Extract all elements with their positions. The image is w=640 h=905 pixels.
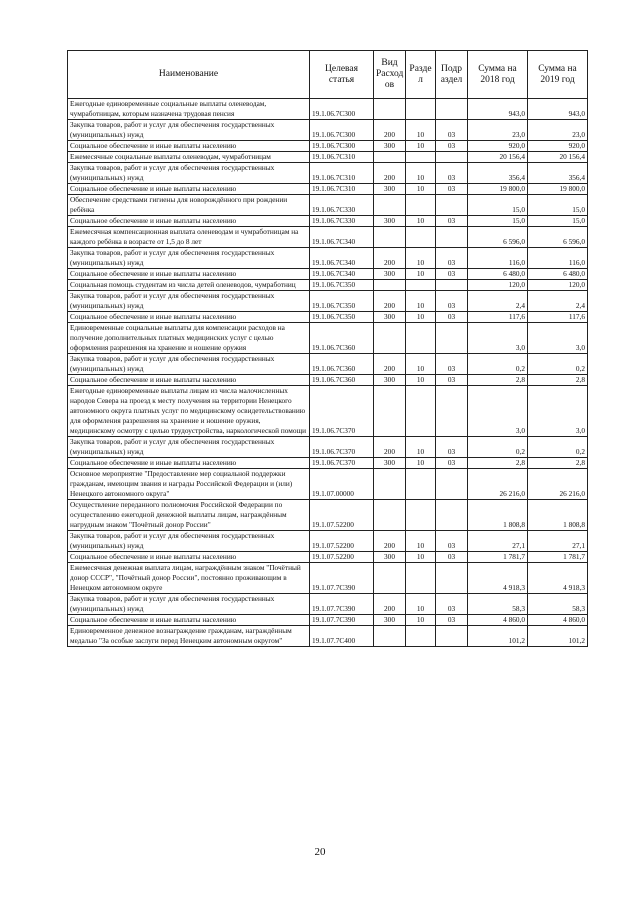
cell-sum-2018: 15,0 <box>468 195 528 216</box>
cell-vid: 300 <box>374 312 406 323</box>
cell-sum-2018: 19 800,0 <box>468 184 528 195</box>
cell-sum-2018: 3,0 <box>468 323 528 354</box>
cell-name: Ежегодные единовременные выплаты лицам из числа малочисленных народов Севера на проезд к месту получения на территории Ненецкого автономного округа платных услуг по медицинскому освидетельствованию для оформления разрешения на хранение и ношение оружия, медицинскому осмотру с целью трудоустройства, наркологической помощи <box>68 386 310 437</box>
cell-sum-2018: 58,3 <box>468 594 528 615</box>
cell-sum-2018: 2,4 <box>468 291 528 312</box>
cell-sum-2019: 20 156,4 <box>528 152 588 163</box>
cell-vid: 300 <box>374 141 406 152</box>
cell-sum-2019: 117,6 <box>528 312 588 323</box>
cell-podrazdel: 03 <box>436 141 468 152</box>
cell-razdel: 10 <box>406 594 436 615</box>
cell-razdel: 10 <box>406 437 436 458</box>
cell-razdel: 10 <box>406 184 436 195</box>
cell-vid <box>374 563 406 594</box>
cell-name: Осуществление переданного полномочия Российской Федерации по осуществлению ежегодной денежной выплаты лицам, награждённым нагрудным знаком "Почётный донор России" <box>68 500 310 531</box>
cell-code: 19.1.06.7С310 <box>310 184 374 195</box>
cell-vid: 200 <box>374 594 406 615</box>
table-row <box>68 458 588 469</box>
cell-sum-2019: 23,0 <box>528 120 588 141</box>
cell-razdel <box>406 195 436 216</box>
cell-sum-2019: 3,0 <box>528 323 588 354</box>
cell-sum-2018: 0,2 <box>468 354 528 375</box>
cell-sum-2019: 356,4 <box>528 163 588 184</box>
cell-name: Закупка товаров, работ и услуг для обеспечения государственных (муниципальных) нужд <box>68 594 310 615</box>
cell-razdel <box>406 323 436 354</box>
table-row <box>68 386 588 437</box>
cell-name: Закупка товаров, работ и услуг для обеспечения государственных (муниципальных) нужд <box>68 163 310 184</box>
cell-podrazdel <box>436 626 468 647</box>
cell-vid <box>374 99 406 120</box>
header-podrazdel: Подр аздел <box>436 51 468 99</box>
cell-name: Социальное обеспечение и иные выплаты населению <box>68 141 310 152</box>
cell-code: 19.1.06.7С350 <box>310 312 374 323</box>
cell-name: Социальное обеспечение и иные выплаты населению <box>68 184 310 195</box>
cell-vid: 200 <box>374 248 406 269</box>
table-row <box>68 469 588 500</box>
cell-vid: 300 <box>374 269 406 280</box>
table-row <box>68 375 588 386</box>
header-razdel: Разде л <box>406 51 436 99</box>
header-sum-2018: Сумма на 2018 год <box>468 51 528 99</box>
cell-sum-2019: 4 860,0 <box>528 615 588 626</box>
cell-vid: 300 <box>374 458 406 469</box>
cell-razdel <box>406 227 436 248</box>
header-code: Целевая статья <box>310 51 374 99</box>
cell-vid <box>374 195 406 216</box>
cell-sum-2018: 943,0 <box>468 99 528 120</box>
cell-podrazdel <box>436 99 468 120</box>
cell-sum-2018: 20 156,4 <box>468 152 528 163</box>
cell-code: 19.1.06.7С350 <box>310 291 374 312</box>
cell-sum-2019: 0,2 <box>528 437 588 458</box>
cell-podrazdel: 03 <box>436 248 468 269</box>
cell-vid <box>374 386 406 437</box>
table-row <box>68 626 588 647</box>
cell-vid <box>374 152 406 163</box>
cell-code: 19.1.06.7С370 <box>310 437 374 458</box>
table-row <box>68 312 588 323</box>
cell-sum-2018: 2,8 <box>468 458 528 469</box>
cell-name: Закупка товаров, работ и услуг для обеспечения государственных (муниципальных) нужд <box>68 120 310 141</box>
cell-code: 19.1.06.7С310 <box>310 163 374 184</box>
cell-razdel: 10 <box>406 354 436 375</box>
cell-code: 19.1.06.7С300 <box>310 120 374 141</box>
page-number: 20 <box>314 846 326 858</box>
cell-name: Социальная помощь студентам из числа детей оленеводов, чумработниц <box>68 280 310 291</box>
cell-code: 19.1.06.7С300 <box>310 141 374 152</box>
table-row <box>68 323 588 354</box>
cell-name: Основное мероприятие "Предоставление мер социальной поддержки гражданам, имеющим звания и награды Российской Федерации и (или) Ненецкого автономного округа" <box>68 469 310 500</box>
table-row <box>68 184 588 195</box>
cell-sum-2019: 2,8 <box>528 458 588 469</box>
cell-razdel: 10 <box>406 531 436 552</box>
cell-sum-2019: 920,0 <box>528 141 588 152</box>
cell-podrazdel: 03 <box>436 531 468 552</box>
cell-sum-2018: 920,0 <box>468 141 528 152</box>
cell-name: Закупка товаров, работ и услуг для обеспечения государственных (муниципальных) нужд <box>68 531 310 552</box>
cell-sum-2019: 120,0 <box>528 280 588 291</box>
cell-razdel <box>406 280 436 291</box>
cell-name: Ежемесячная денежная выплата лицам, награждённым знаком "Почётный донор СССР", "Почётный донор России", постоянно проживающим в Ненецком автономном округе <box>68 563 310 594</box>
cell-name: Закупка товаров, работ и услуг для обеспечения государственных (муниципальных) нужд <box>68 437 310 458</box>
cell-podrazdel <box>436 280 468 291</box>
cell-razdel <box>406 99 436 120</box>
cell-sum-2018: 6 480,0 <box>468 269 528 280</box>
cell-podrazdel: 03 <box>436 375 468 386</box>
cell-razdel <box>406 386 436 437</box>
cell-podrazdel: 03 <box>436 615 468 626</box>
cell-sum-2019: 6 596,0 <box>528 227 588 248</box>
cell-podrazdel: 03 <box>436 163 468 184</box>
cell-vid <box>374 626 406 647</box>
cell-vid: 300 <box>374 375 406 386</box>
cell-sum-2018: 101,2 <box>468 626 528 647</box>
cell-code: 19.1.06.7С370 <box>310 386 374 437</box>
cell-code: 19.1.06.7С340 <box>310 248 374 269</box>
cell-vid <box>374 323 406 354</box>
cell-sum-2019: 116,0 <box>528 248 588 269</box>
cell-name: Социальное обеспечение и иные выплаты населению <box>68 269 310 280</box>
cell-sum-2019: 101,2 <box>528 626 588 647</box>
cell-sum-2019: 1 808,8 <box>528 500 588 531</box>
cell-sum-2018: 117,6 <box>468 312 528 323</box>
cell-vid: 200 <box>374 531 406 552</box>
cell-podrazdel <box>436 227 468 248</box>
cell-name: Единовременные социальные выплаты для компенсации расходов на получение дополнительных платных медицинских услуг с целью оформления разрешения на хранение и ношение оружия <box>68 323 310 354</box>
cell-code: 19.1.07.7С390 <box>310 563 374 594</box>
cell-vid: 300 <box>374 184 406 195</box>
cell-code: 19.1.06.7С330 <box>310 195 374 216</box>
table-row <box>68 248 588 269</box>
cell-podrazdel <box>436 500 468 531</box>
cell-code: 19.1.07.52200 <box>310 531 374 552</box>
cell-sum-2018: 356,4 <box>468 163 528 184</box>
table-row <box>68 227 588 248</box>
cell-code: 19.1.07.7С390 <box>310 594 374 615</box>
cell-podrazdel <box>436 152 468 163</box>
cell-sum-2019: 58,3 <box>528 594 588 615</box>
cell-sum-2019: 15,0 <box>528 216 588 227</box>
cell-podrazdel: 03 <box>436 458 468 469</box>
cell-vid: 300 <box>374 615 406 626</box>
cell-razdel: 10 <box>406 141 436 152</box>
cell-podrazdel: 03 <box>436 269 468 280</box>
cell-name: Социальное обеспечение и иные выплаты населению <box>68 615 310 626</box>
cell-code: 19.1.06.7С340 <box>310 227 374 248</box>
cell-name: Социальное обеспечение и иные выплаты населению <box>68 312 310 323</box>
cell-name: Социальное обеспечение и иные выплаты населению <box>68 375 310 386</box>
cell-vid: 300 <box>374 216 406 227</box>
cell-code: 19.1.06.7С310 <box>310 152 374 163</box>
cell-vid <box>374 500 406 531</box>
cell-code: 19.1.07.7С390 <box>310 615 374 626</box>
cell-sum-2018: 4 860,0 <box>468 615 528 626</box>
cell-vid: 300 <box>374 552 406 563</box>
cell-vid: 200 <box>374 291 406 312</box>
cell-razdel: 10 <box>406 163 436 184</box>
cell-code: 19.1.06.7С360 <box>310 323 374 354</box>
cell-razdel: 10 <box>406 375 436 386</box>
cell-razdel <box>406 500 436 531</box>
cell-razdel <box>406 563 436 594</box>
cell-sum-2018: 1 808,8 <box>468 500 528 531</box>
cell-name: Ежегодные единовременные социальные выплаты оленеводам, чумработницам, которым назначена трудовая пенсия <box>68 99 310 120</box>
cell-name: Социальное обеспечение и иные выплаты населению <box>68 458 310 469</box>
header-sum-2019: Сумма на 2019 год <box>528 51 588 99</box>
cell-podrazdel: 03 <box>436 120 468 141</box>
table-row <box>68 531 588 552</box>
table-row <box>68 594 588 615</box>
cell-code: 19.1.07.52200 <box>310 500 374 531</box>
cell-podrazdel: 03 <box>436 291 468 312</box>
cell-vid <box>374 469 406 500</box>
cell-razdel: 10 <box>406 216 436 227</box>
cell-vid <box>374 280 406 291</box>
cell-razdel <box>406 626 436 647</box>
cell-sum-2018: 1 781,7 <box>468 552 528 563</box>
cell-podrazdel: 03 <box>436 312 468 323</box>
cell-sum-2018: 116,0 <box>468 248 528 269</box>
cell-sum-2019: 943,0 <box>528 99 588 120</box>
cell-vid: 200 <box>374 163 406 184</box>
cell-podrazdel: 03 <box>436 437 468 458</box>
cell-sum-2019: 2,4 <box>528 291 588 312</box>
cell-podrazdel <box>436 386 468 437</box>
cell-code: 19.1.06.7С370 <box>310 458 374 469</box>
cell-vid: 200 <box>374 437 406 458</box>
cell-code: 19.1.07.00000 <box>310 469 374 500</box>
cell-sum-2018: 26 216,0 <box>468 469 528 500</box>
cell-sum-2018: 2,8 <box>468 375 528 386</box>
cell-vid <box>374 227 406 248</box>
cell-sum-2019: 3,0 <box>528 386 588 437</box>
cell-name: Обеспечение средствами гигиены для новорождённого при рождении ребёнка <box>68 195 310 216</box>
table-row <box>68 500 588 531</box>
cell-sum-2019: 6 480,0 <box>528 269 588 280</box>
table-row <box>68 437 588 458</box>
cell-sum-2018: 4 918,3 <box>468 563 528 594</box>
cell-name: Социальное обеспечение и иные выплаты населению <box>68 216 310 227</box>
cell-code: 19.1.06.7С360 <box>310 354 374 375</box>
cell-podrazdel: 03 <box>436 552 468 563</box>
cell-sum-2018: 27,1 <box>468 531 528 552</box>
cell-podrazdel <box>436 563 468 594</box>
table-row <box>68 563 588 594</box>
cell-sum-2019: 2,8 <box>528 375 588 386</box>
cell-name: Ежемесячная компенсационная выплата оленеводам и чумработницам на каждого ребёнка в возрасте от 1,5 до 8 лет <box>68 227 310 248</box>
cell-code: 19.1.06.7С330 <box>310 216 374 227</box>
cell-vid: 200 <box>374 354 406 375</box>
table-row <box>68 152 588 163</box>
cell-razdel: 10 <box>406 312 436 323</box>
cell-code: 19.1.07.7С400 <box>310 626 374 647</box>
cell-sum-2018: 3,0 <box>468 386 528 437</box>
cell-name: Социальное обеспечение и иные выплаты населению <box>68 552 310 563</box>
table-row <box>68 280 588 291</box>
table-row <box>68 615 588 626</box>
cell-razdel: 10 <box>406 120 436 141</box>
cell-sum-2018: 0,2 <box>468 437 528 458</box>
cell-sum-2019: 15,0 <box>528 195 588 216</box>
cell-razdel: 10 <box>406 615 436 626</box>
cell-podrazdel <box>436 469 468 500</box>
header-row <box>68 51 588 99</box>
cell-podrazdel: 03 <box>436 216 468 227</box>
cell-sum-2018: 23,0 <box>468 120 528 141</box>
cell-code: 19.1.06.7С300 <box>310 99 374 120</box>
cell-sum-2018: 120,0 <box>468 280 528 291</box>
cell-razdel: 10 <box>406 248 436 269</box>
cell-sum-2019: 19 800,0 <box>528 184 588 195</box>
table-row <box>68 354 588 375</box>
cell-podrazdel: 03 <box>436 594 468 615</box>
cell-sum-2019: 27,1 <box>528 531 588 552</box>
table-row <box>68 291 588 312</box>
table-row <box>68 552 588 563</box>
cell-podrazdel <box>436 195 468 216</box>
table-row <box>68 163 588 184</box>
cell-razdel: 10 <box>406 552 436 563</box>
cell-sum-2019: 1 781,7 <box>528 552 588 563</box>
cell-vid: 200 <box>374 120 406 141</box>
header-name: Наименование <box>68 51 310 99</box>
cell-name: Закупка товаров, работ и услуг для обеспечения государственных (муниципальных) нужд <box>68 291 310 312</box>
table-row <box>68 216 588 227</box>
cell-sum-2018: 6 596,0 <box>468 227 528 248</box>
cell-sum-2018: 15,0 <box>468 216 528 227</box>
table-row <box>68 99 588 120</box>
cell-razdel: 10 <box>406 458 436 469</box>
cell-code: 19.1.06.7С360 <box>310 375 374 386</box>
cell-razdel <box>406 469 436 500</box>
cell-podrazdel: 03 <box>436 184 468 195</box>
budget-table <box>67 50 588 647</box>
cell-code: 19.1.06.7С350 <box>310 280 374 291</box>
cell-podrazdel <box>436 323 468 354</box>
cell-name: Ежемесячные социальные выплаты оленеводам, чумработницам <box>68 152 310 163</box>
cell-razdel: 10 <box>406 269 436 280</box>
table-row <box>68 269 588 280</box>
cell-sum-2019: 4 918,3 <box>528 563 588 594</box>
cell-podrazdel: 03 <box>436 354 468 375</box>
cell-name: Закупка товаров, работ и услуг для обеспечения государственных (муниципальных) нужд <box>68 354 310 375</box>
cell-code: 19.1.07.52200 <box>310 552 374 563</box>
table-row <box>68 120 588 141</box>
cell-code: 19.1.06.7С340 <box>310 269 374 280</box>
cell-name: Закупка товаров, работ и услуг для обеспечения государственных (муниципальных) нужд <box>68 248 310 269</box>
table-row <box>68 195 588 216</box>
table-row <box>68 141 588 152</box>
table-body <box>68 99 588 647</box>
header-vid: Вид Расход ов <box>374 51 406 99</box>
cell-sum-2019: 26 216,0 <box>528 469 588 500</box>
cell-sum-2019: 0,2 <box>528 354 588 375</box>
cell-razdel: 10 <box>406 291 436 312</box>
cell-name: Единовременное денежное вознаграждение гражданам, награждённым медалью "За особые заслуги перед Ненецким автономным округом" <box>68 626 310 647</box>
cell-razdel <box>406 152 436 163</box>
